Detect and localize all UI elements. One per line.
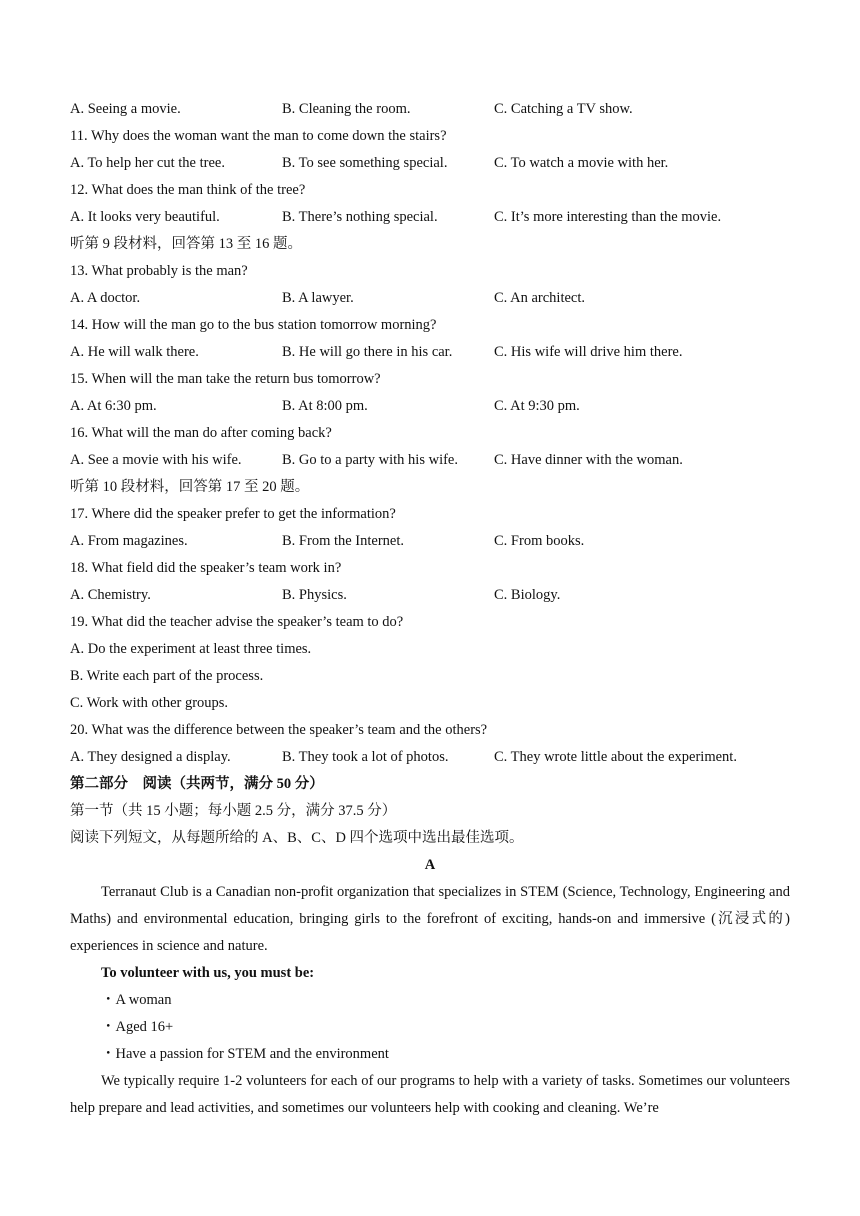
q14-options bbox=[70, 342, 790, 369]
q10-options bbox=[70, 99, 790, 126]
option-c: C. Biology. bbox=[494, 587, 561, 603]
option-b: B. Cleaning the room. bbox=[282, 101, 411, 117]
option-c: C. To watch a movie with her. bbox=[494, 155, 669, 171]
question-19: 19. What did the teacher advise the speaker’s team to do? bbox=[70, 614, 404, 630]
requirement-item: ・Have a passion for STEM and the environment bbox=[101, 1046, 389, 1062]
question-16: 16. What will the man do after coming back? bbox=[70, 425, 332, 441]
requirement-item: ・A woman bbox=[101, 992, 172, 1008]
option-b: B. He will go there in his car. bbox=[282, 344, 453, 360]
question-20: 20. What was the difference between the speaker’s team and the others? bbox=[70, 722, 488, 738]
q19-option-b: B. Write each part of the process. bbox=[70, 668, 264, 684]
q18-options bbox=[70, 585, 790, 612]
option-c: C. It’s more interesting than the movie. bbox=[494, 209, 722, 225]
option-b: B. A lawyer. bbox=[282, 290, 354, 306]
option-a: A. See a movie with his wife. bbox=[70, 452, 242, 468]
question-15: 15. When will the man take the return bus tomorrow? bbox=[70, 371, 381, 387]
option-c: C. Have dinner with the woman. bbox=[494, 452, 683, 468]
requirement-item: ・Aged 16+ bbox=[101, 1019, 174, 1035]
option-b: B. To see something special. bbox=[282, 155, 448, 171]
passage-label: A bbox=[424, 857, 436, 873]
passage-paragraph-2: We typically require 1-2 volunteers for each of our programs to help with a variety of tasks. Sometimes our volunteers help prepare and lead activities, and sometimes our volunteers help with cooking and cleaning. We’re bbox=[70, 1073, 790, 1116]
q19-option-a: A. Do the experiment at least three times. bbox=[70, 641, 312, 657]
option-b: B. At 8:00 pm. bbox=[282, 398, 368, 414]
option-a: A. To help her cut the tree. bbox=[70, 155, 225, 171]
option-c: C. From books. bbox=[494, 533, 585, 549]
option-b: B. Go to a party with his wife. bbox=[282, 452, 458, 468]
option-c: C. At 9:30 pm. bbox=[494, 398, 580, 414]
q13-options bbox=[70, 288, 790, 315]
option-a: A. From magazines. bbox=[70, 533, 188, 549]
passage-paragraph-1: Terranaut Club is a Canadian non-profit organization that specializes in STEM (Science, Technology, Engineering and Maths) and environmental education, bringing girls to the forefront of exciting, hands-on and immersive (沉浸式的) experiences in science and nature. bbox=[70, 884, 790, 954]
question-12: 12. What does the man think of the tree? bbox=[70, 182, 306, 198]
option-c: C. His wife will drive him there. bbox=[494, 344, 683, 360]
option-a: A. It looks very beautiful. bbox=[70, 209, 220, 225]
question-17: 17. Where did the speaker prefer to get the information? bbox=[70, 506, 396, 522]
q20-options bbox=[70, 747, 790, 774]
q17-options bbox=[70, 531, 790, 558]
section-1-info: 第一节（共 15 小题；每小题 2.5 分，满分 37.5 分） bbox=[70, 803, 397, 819]
question-11: 11. Why does the woman want the man to come down the stairs? bbox=[70, 128, 447, 144]
option-b: B. Physics. bbox=[282, 587, 347, 603]
option-a: A. They designed a display. bbox=[70, 749, 231, 765]
section-10-instruction: 听第 10 段材料，回答第 17 至 20 题。 bbox=[70, 479, 310, 495]
option-b: B. They took a lot of photos. bbox=[282, 749, 449, 765]
option-a: A. Chemistry. bbox=[70, 587, 151, 603]
q15-options bbox=[70, 396, 790, 423]
q12-options bbox=[70, 207, 790, 234]
q11-options bbox=[70, 153, 790, 180]
volunteer-heading: To volunteer with us, you must be: bbox=[101, 965, 315, 981]
q16-options bbox=[70, 450, 790, 477]
question-14: 14. How will the man go to the bus station tomorrow morning? bbox=[70, 317, 437, 333]
part-2-title: 第二部分 阅读（共两节，满分 50 分） bbox=[70, 776, 324, 792]
question-13: 13. What probably is the man? bbox=[70, 263, 248, 279]
section-9-instruction: 听第 9 段材料，回答第 13 至 16 题。 bbox=[70, 236, 302, 252]
option-a: A. At 6:30 pm. bbox=[70, 398, 157, 414]
question-18: 18. What field did the speaker’s team work in? bbox=[70, 560, 342, 576]
option-b: B. From the Internet. bbox=[282, 533, 405, 549]
option-b: B. There’s nothing special. bbox=[282, 209, 438, 225]
option-c: C. Catching a TV show. bbox=[494, 101, 633, 117]
option-a: A. A doctor. bbox=[70, 290, 141, 306]
option-a: A. Seeing a movie. bbox=[70, 101, 181, 117]
q19-option-c: C. Work with other groups. bbox=[70, 695, 229, 711]
reading-instructions: 阅读下列短文，从每题所给的 A、B、C、D 四个选项中选出最佳选项。 bbox=[70, 830, 524, 846]
option-c: C. They wrote little about the experiment. bbox=[494, 749, 737, 765]
option-c: C. An architect. bbox=[494, 290, 586, 306]
option-a: A. He will walk there. bbox=[70, 344, 199, 360]
